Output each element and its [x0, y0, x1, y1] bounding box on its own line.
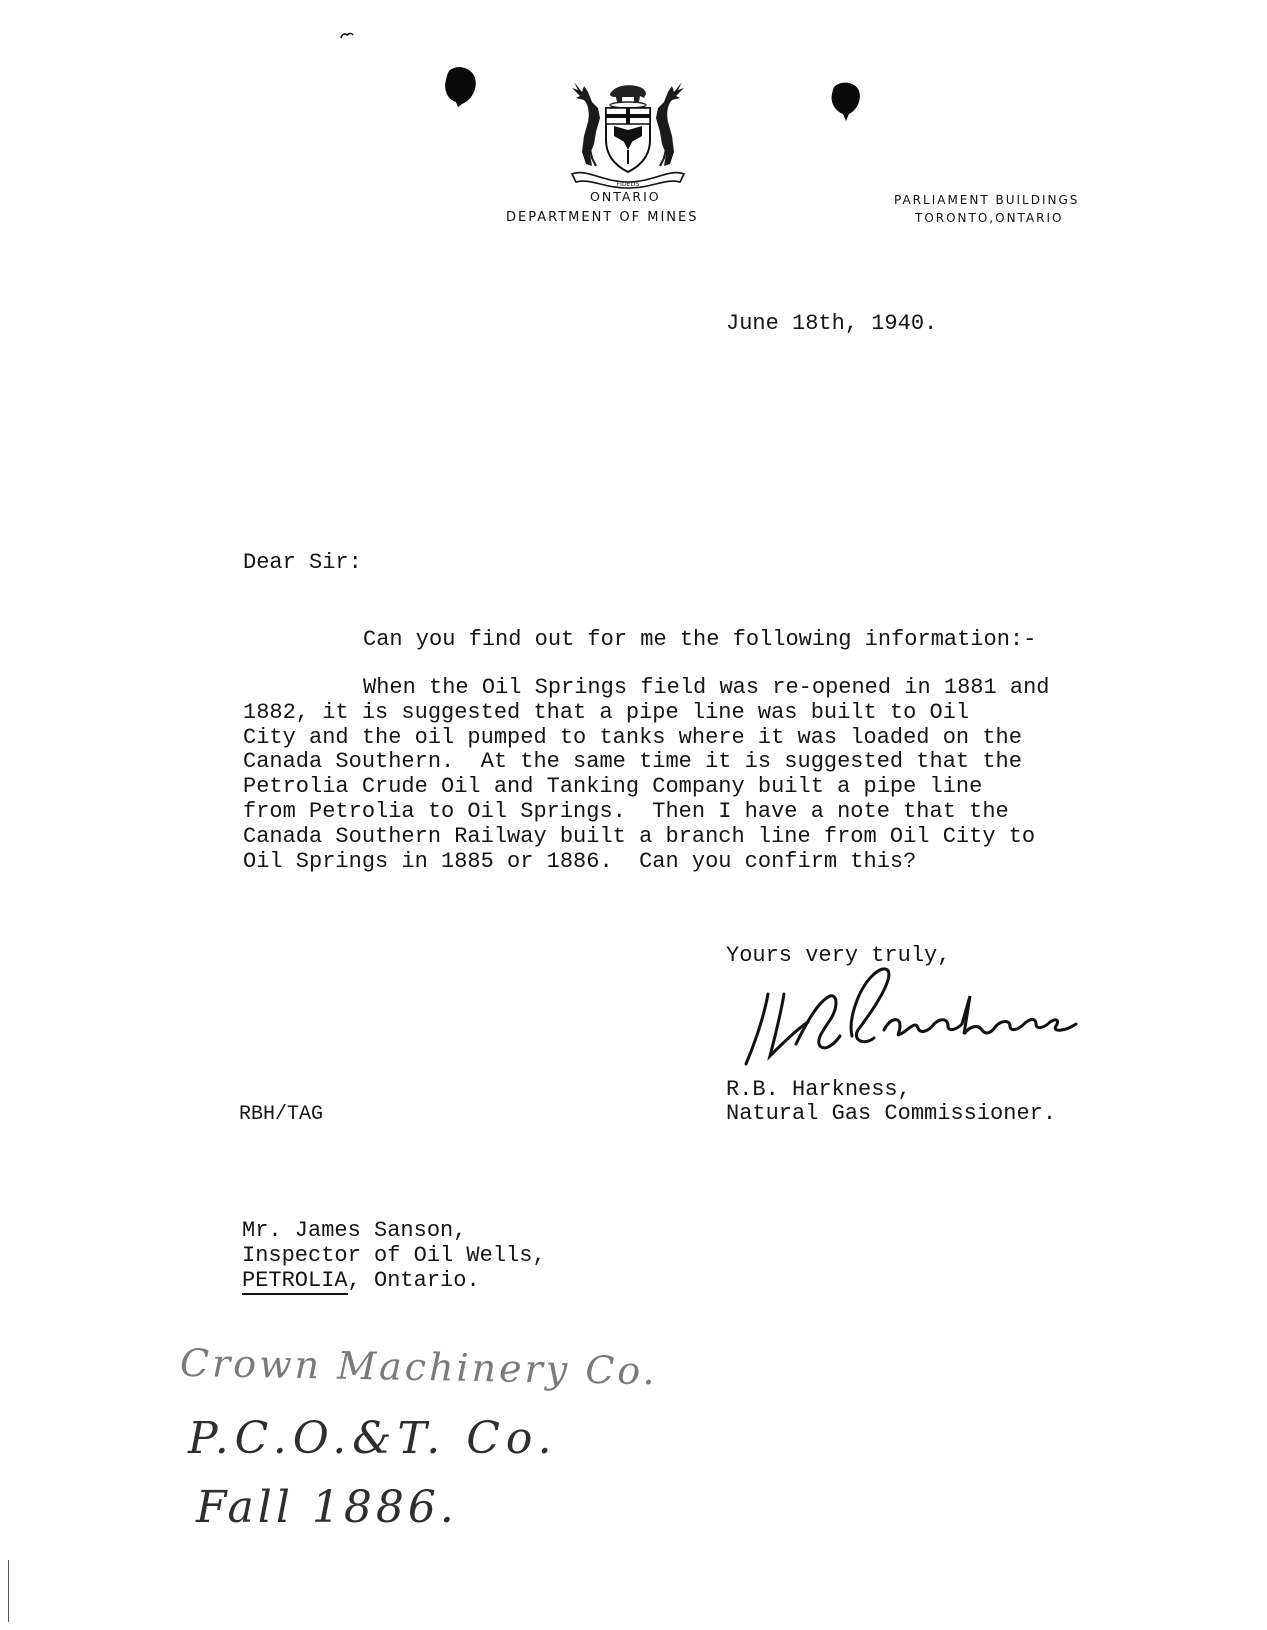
- letter-body: [243, 676, 1050, 874]
- province-heading: ONTARIO: [590, 189, 661, 204]
- salutation: Dear Sir:: [243, 550, 362, 575]
- signer-name: R.B. Harkness,: [726, 1077, 911, 1102]
- ink-speck: [340, 32, 354, 40]
- body-line: Petrolia Crude Oil and Tanking Company built a pipe line: [243, 774, 983, 800]
- recipient-address: [242, 1219, 546, 1293]
- department-heading: DEPARTMENT OF MINES: [506, 210, 699, 225]
- intro-line: Can you find out for me the following information:-: [363, 627, 1037, 652]
- body-line: City and the oil pumped to tanks where it was loaded on the: [243, 724, 1022, 750]
- handwritten-note: Fall 1886.: [196, 1482, 458, 1533]
- body-line: Canada Southern Railway built a branch line from Oil City to: [243, 823, 1036, 849]
- reference-initials: RBH/TAG: [239, 1103, 324, 1126]
- address-line-2: TORONTO,ONTARIO: [915, 211, 1064, 225]
- signer-title: Natural Gas Commissioner.: [726, 1101, 1057, 1126]
- recipient-line: Mr. James Sanson,: [242, 1218, 467, 1243]
- handwritten-note: Crown Machinery Co.: [179, 1340, 659, 1394]
- handwritten-signature: [734, 960, 1104, 1074]
- body-line: When the Oil Springs field was re-opened in 1881 and: [363, 675, 1050, 700]
- letter-date: June 18th, 1940.: [726, 311, 938, 336]
- ink-blot-left: [444, 66, 478, 108]
- body-line: Oil Springs in 1885 or 1886. Can you confirm this?: [243, 848, 917, 874]
- ontario-coat-of-arms-logo: [566, 78, 690, 190]
- handwritten-note: P.C.O.&T. Co.: [188, 1413, 558, 1464]
- recipient-city-line: [242, 1269, 546, 1294]
- recipient-line: Inspector of Oil Wells,: [242, 1242, 546, 1268]
- recipient-city: PETROLIA: [242, 1267, 348, 1293]
- margin-edge-line: [8, 1560, 9, 1622]
- crest-motto: FIDELIS: [616, 181, 640, 188]
- body-line: 1882, it is suggested that a pipe line was built to Oil: [243, 699, 970, 725]
- body-line: from Petrolia to Oil Springs. Then I have a note that the: [243, 798, 1009, 824]
- ink-blot-right: [830, 80, 862, 122]
- address-line-1: PARLIAMENT BUILDINGS: [894, 193, 1080, 207]
- closing: Yours very truly,: [726, 943, 951, 968]
- body-line: Canada Southern. At the same time it is suggested that the: [243, 749, 1022, 775]
- recipient-province: , Ontario.: [347, 1267, 480, 1293]
